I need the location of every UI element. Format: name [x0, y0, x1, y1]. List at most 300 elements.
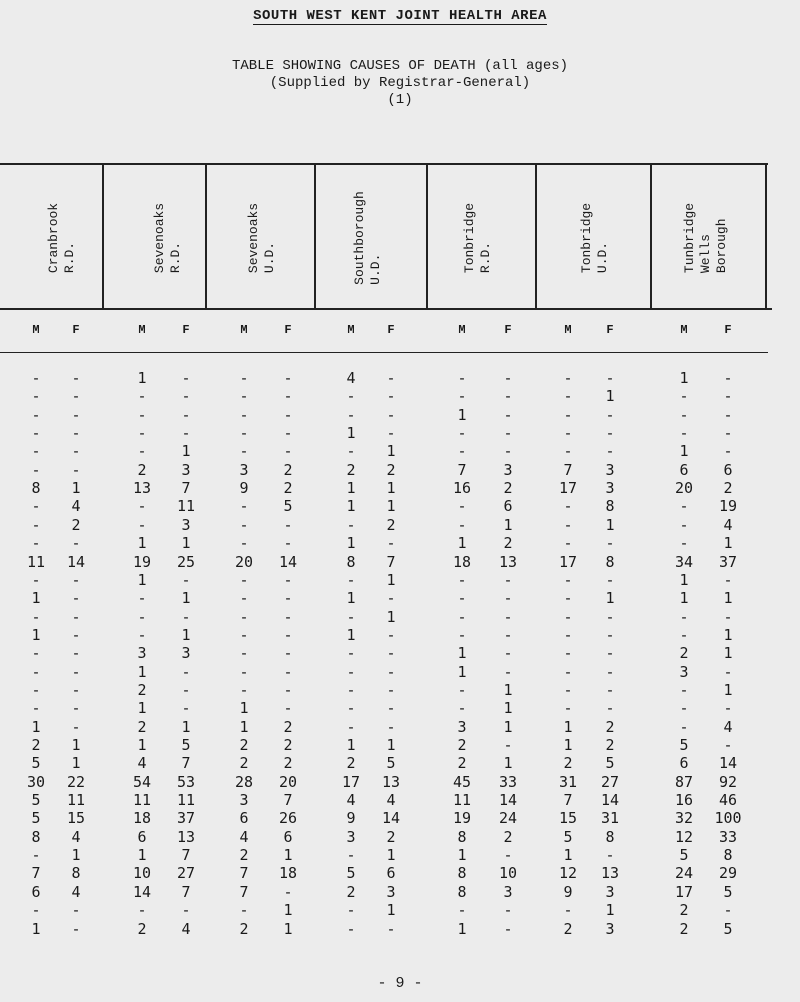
table-cell: 6 — [239, 809, 249, 828]
table-cell: - — [181, 405, 191, 424]
table-cell: 1 — [346, 479, 356, 498]
table-cell: 2 — [457, 754, 467, 773]
table-row — [0, 900, 800, 920]
column-header-sevenoaks-rd — [148, 175, 188, 300]
table-cell: 14 — [381, 809, 401, 828]
table-cell: - — [239, 662, 249, 681]
table-cell: 14 — [132, 882, 152, 901]
table-cell: 11 — [66, 791, 86, 810]
table-cell: - — [137, 424, 147, 443]
table-cell: 8 — [31, 827, 41, 846]
table-cell: 9 — [563, 882, 573, 901]
table-cell: 12 — [558, 864, 578, 883]
table-cell: 11 — [176, 497, 196, 516]
table-cell: - — [386, 680, 396, 699]
table-cell: 53 — [176, 772, 196, 791]
column-header-sevenoaks-ud — [242, 175, 282, 300]
table-cell: 7 — [239, 882, 249, 901]
table-cell: - — [563, 534, 573, 553]
column-header-line: Southborough — [352, 190, 367, 285]
table-subtitle: TABLE SHOWING CAUSES OF DEATH (all ages) — [231, 58, 569, 74]
table-cell: - — [723, 424, 733, 443]
table-cell: - — [605, 699, 615, 718]
table-cell: - — [239, 515, 249, 534]
table-cell: 8 — [605, 552, 615, 571]
table-cell: 2 — [679, 644, 689, 663]
table-cell: 7 — [31, 864, 41, 883]
table-cell: 28 — [234, 772, 254, 791]
table-cell: 1 — [137, 534, 147, 553]
table-cell: 2 — [283, 717, 293, 736]
table-cell: - — [723, 901, 733, 920]
table-cell: 4 — [346, 369, 356, 387]
table-cell: 87 — [674, 772, 694, 791]
table-cell: - — [71, 589, 81, 608]
table-cell: 3 — [605, 460, 615, 479]
table-cell: 1 — [563, 736, 573, 754]
table-cell: - — [503, 424, 513, 443]
table-cell: 1 — [457, 846, 467, 865]
table-cell: - — [679, 424, 689, 443]
table-cell: 1 — [386, 607, 396, 626]
table-cell: 1 — [723, 644, 733, 663]
table-cell: - — [31, 846, 41, 865]
female-label: F — [504, 323, 512, 337]
table-cell: - — [71, 405, 81, 424]
table-cell: 2 — [137, 919, 147, 938]
table-row — [0, 698, 800, 718]
table-row — [0, 643, 800, 663]
column-header-tunbridge-wells — [682, 175, 729, 300]
table-cell: - — [503, 387, 513, 406]
table-cell: - — [605, 607, 615, 626]
table-cell: 7 — [563, 791, 573, 810]
table-cell: - — [283, 534, 293, 553]
table-cell: 32 — [674, 809, 694, 828]
table-cell: 8 — [457, 882, 467, 901]
table-cell: - — [605, 846, 615, 865]
table-cell: 9 — [239, 479, 249, 498]
table-row — [0, 753, 800, 773]
table-cell: 1 — [679, 589, 689, 608]
table-row — [0, 845, 800, 865]
table-cell: 2 — [283, 479, 293, 498]
table-cell: 19 — [718, 497, 738, 516]
table-cell: 31 — [558, 772, 578, 791]
table-cell: 7 — [283, 791, 293, 810]
table-cell: 1 — [503, 680, 513, 699]
table-cell: - — [679, 534, 689, 553]
column-header-line: R.D. — [478, 241, 493, 273]
table-row — [0, 386, 800, 406]
table-cell: 1 — [31, 717, 41, 736]
table-cell: 1 — [679, 570, 689, 589]
table-row — [0, 423, 800, 443]
table-cell: - — [386, 534, 396, 553]
table-cell: 25 — [176, 552, 196, 571]
table-cell: - — [679, 680, 689, 699]
table-cell: - — [346, 387, 356, 406]
table-cell: - — [181, 662, 191, 681]
column-header-line: U.D. — [595, 241, 610, 273]
table-cell: - — [283, 387, 293, 406]
table-cell: 4 — [71, 882, 81, 901]
table-cell: 3 — [605, 479, 615, 498]
table-cell: - — [346, 515, 356, 534]
table-cell: - — [239, 424, 249, 443]
table-cell: - — [386, 717, 396, 736]
table-row — [0, 882, 800, 902]
table-cell: 6 — [723, 460, 733, 479]
table-cell: - — [723, 736, 733, 754]
table-cell: 10 — [498, 864, 518, 883]
table-cell: - — [563, 644, 573, 663]
table-cell: - — [239, 625, 249, 644]
male-label: M — [32, 323, 40, 337]
table-cell: - — [283, 424, 293, 443]
table-cell: - — [346, 442, 356, 461]
table-cell: 1 — [723, 534, 733, 553]
table-cell: - — [31, 662, 41, 681]
table-cell: 1 — [31, 625, 41, 644]
table-row — [0, 607, 800, 627]
table-cell: 3 — [239, 460, 249, 479]
table-cell: - — [386, 424, 396, 443]
table-cell: 31 — [600, 809, 620, 828]
table-cell: 2 — [723, 479, 733, 498]
table-cell: - — [71, 442, 81, 461]
table-cell: 14 — [66, 552, 86, 571]
table-cell: - — [457, 607, 467, 626]
table-cell: 1 — [723, 589, 733, 608]
table-row — [0, 588, 800, 608]
table-cell: 33 — [718, 827, 738, 846]
table-cell: - — [31, 699, 41, 718]
table-cell: - — [679, 515, 689, 534]
table-cell: - — [181, 424, 191, 443]
table-row — [0, 552, 800, 572]
table-cell: 2 — [137, 717, 147, 736]
col-divider — [535, 163, 537, 308]
table-cell: 100 — [714, 809, 742, 828]
table-cell: - — [137, 497, 147, 516]
table-cell: - — [723, 699, 733, 718]
table-cell: - — [457, 424, 467, 443]
table-cell: 1 — [386, 497, 396, 516]
table-cell: 20 — [234, 552, 254, 571]
table-cell: 1 — [31, 589, 41, 608]
table-row — [0, 808, 800, 828]
table-cell: - — [563, 424, 573, 443]
table-cell: 1 — [137, 736, 147, 754]
table-cell: - — [679, 497, 689, 516]
table-cell: - — [181, 699, 191, 718]
table-row — [0, 827, 800, 847]
page-number: - 9 - — [377, 975, 423, 992]
table-cell: 3 — [503, 460, 513, 479]
column-header-line: Tonbridge — [462, 202, 477, 273]
table-cell: - — [239, 405, 249, 424]
table-cell: - — [181, 607, 191, 626]
table-cell: - — [71, 662, 81, 681]
col-divider — [205, 163, 207, 308]
table-cell: 3 — [181, 644, 191, 663]
table-cell: - — [503, 570, 513, 589]
female-label: F — [182, 323, 190, 337]
table-cell: 1 — [679, 442, 689, 461]
table-cell: - — [679, 607, 689, 626]
table-cell: - — [605, 442, 615, 461]
table-cell: - — [679, 717, 689, 736]
table-cell: 1 — [386, 442, 396, 461]
table-cell: - — [605, 369, 615, 387]
table-cell: - — [386, 589, 396, 608]
table-cell: 1 — [457, 644, 467, 663]
table-cell: - — [31, 680, 41, 699]
table-cell: 6 — [137, 827, 147, 846]
table-cell: 11 — [452, 791, 472, 810]
table-cell: 1 — [71, 754, 81, 773]
table-cell: - — [71, 534, 81, 553]
table-cell: 13 — [381, 772, 401, 791]
table-cell: - — [723, 607, 733, 626]
table-cell: 3 — [457, 717, 467, 736]
table-cell: 8 — [605, 497, 615, 516]
table-cell: 4 — [71, 497, 81, 516]
table-cell: 3 — [679, 662, 689, 681]
table-cell: 8 — [71, 864, 81, 883]
table-cell: 8 — [605, 827, 615, 846]
table-cell: - — [283, 589, 293, 608]
table-cell: - — [386, 644, 396, 663]
table-cell: - — [137, 515, 147, 534]
table-cell: - — [457, 497, 467, 516]
table-cell: 6 — [386, 864, 396, 883]
table-cell: 19 — [132, 552, 152, 571]
table-cell: 5 — [563, 827, 573, 846]
male-label: M — [240, 323, 248, 337]
table-row — [0, 405, 800, 425]
table-cell: 18 — [278, 864, 298, 883]
table-cell: - — [137, 901, 147, 920]
table-cell: - — [346, 699, 356, 718]
table-cell: - — [503, 919, 513, 938]
table-cell: - — [71, 369, 81, 387]
table-row — [0, 625, 800, 645]
table-cell: - — [605, 424, 615, 443]
table-cell: 1 — [563, 846, 573, 865]
table-cell: - — [346, 901, 356, 920]
table-cell: 2 — [679, 919, 689, 938]
table-cell: 7 — [181, 754, 191, 773]
table-cell: - — [31, 424, 41, 443]
table-cell: - — [346, 846, 356, 865]
table-cell: - — [239, 644, 249, 663]
column-header-line: Tunbridge — [682, 202, 697, 273]
table-cell: - — [346, 607, 356, 626]
table-cell: 3 — [346, 827, 356, 846]
table-cell: 1 — [346, 534, 356, 553]
table-cell: 2 — [386, 460, 396, 479]
table-cell: - — [283, 442, 293, 461]
table-cell: - — [71, 680, 81, 699]
table-cell: 5 — [31, 754, 41, 773]
table-cell: - — [239, 534, 249, 553]
table-cell: 2 — [503, 534, 513, 553]
table-cell: 4 — [137, 754, 147, 773]
table-cell: - — [71, 570, 81, 589]
table-cell: - — [283, 625, 293, 644]
column-header-line: Cranbrook — [46, 202, 61, 273]
table-cell: 1 — [283, 919, 293, 938]
table-cell: 1 — [239, 717, 249, 736]
table-cell: - — [605, 625, 615, 644]
table-cell: 37 — [176, 809, 196, 828]
table-cell: 5 — [723, 882, 733, 901]
table-cell: 3 — [605, 882, 615, 901]
table-cell: 2 — [563, 754, 573, 773]
table-cell: - — [31, 901, 41, 920]
table-cell: - — [457, 901, 467, 920]
table-cell: 27 — [600, 772, 620, 791]
table-cell: - — [386, 662, 396, 681]
table-cell: - — [31, 369, 41, 387]
male-label: M — [347, 323, 355, 337]
table-cell: 1 — [503, 717, 513, 736]
col-divider — [314, 163, 316, 308]
table-cell: - — [137, 589, 147, 608]
table-cell: 19 — [452, 809, 472, 828]
table-cell: 1 — [457, 662, 467, 681]
table-cell: 13 — [498, 552, 518, 571]
table-cell: 5 — [283, 497, 293, 516]
table-cell: - — [137, 405, 147, 424]
table-cell: - — [386, 405, 396, 424]
table-cell: 24 — [498, 809, 518, 828]
table-cell: - — [283, 699, 293, 718]
table-cell: 26 — [278, 809, 298, 828]
table-row — [0, 735, 800, 755]
table-cell: 1 — [386, 479, 396, 498]
table-cell: - — [239, 680, 249, 699]
female-label: F — [284, 323, 292, 337]
table-cell: 14 — [718, 754, 738, 773]
table-cell: - — [386, 369, 396, 387]
table-cell: - — [563, 625, 573, 644]
table-cell: 1 — [137, 846, 147, 865]
table-cell: - — [457, 699, 467, 718]
table-cell: - — [563, 607, 573, 626]
table-cell: 7 — [386, 552, 396, 571]
table-cell: 17 — [558, 479, 578, 498]
table-cell: 2 — [503, 479, 513, 498]
table-cell: 11 — [132, 791, 152, 810]
table-cell: - — [503, 589, 513, 608]
table-row — [0, 460, 800, 480]
female-label: F — [72, 323, 80, 337]
table-cell: - — [31, 534, 41, 553]
table-cell: - — [503, 442, 513, 461]
table-cell: 8 — [31, 479, 41, 498]
table-cell: 37 — [718, 552, 738, 571]
col-divider — [765, 163, 767, 308]
table-cell: 1 — [563, 717, 573, 736]
table-cell: 2 — [239, 754, 249, 773]
table-cell: - — [386, 387, 396, 406]
table-cell: 33 — [498, 772, 518, 791]
table-cell: - — [71, 901, 81, 920]
table-cell: - — [563, 901, 573, 920]
table-cell: - — [679, 387, 689, 406]
table-cell: 1 — [503, 515, 513, 534]
table-cell: 2 — [346, 460, 356, 479]
page-title: SOUTH WEST KENT JOINT HEALTH AREA — [253, 8, 547, 24]
table-cell: 7 — [457, 460, 467, 479]
table-cell: 2 — [239, 846, 249, 865]
table-cell: 2 — [563, 919, 573, 938]
table-row — [0, 662, 800, 682]
table-cell: 1 — [181, 442, 191, 461]
table-cell: 46 — [718, 791, 738, 810]
header-top-rule — [0, 163, 768, 165]
table-cell: - — [31, 405, 41, 424]
table-cell: - — [71, 625, 81, 644]
table-cell: 1 — [605, 901, 615, 920]
table-cell: - — [723, 662, 733, 681]
table-cell: - — [283, 644, 293, 663]
table-cell: 5 — [31, 791, 41, 810]
table-cell: 22 — [66, 772, 86, 791]
table-cell: - — [503, 662, 513, 681]
table-row — [0, 680, 800, 700]
table-cell: - — [503, 405, 513, 424]
table-cell: 1 — [71, 736, 81, 754]
table-cell: - — [283, 882, 293, 901]
table-cell: 2 — [283, 460, 293, 479]
table-cell: 1 — [457, 919, 467, 938]
table-cell: 24 — [674, 864, 694, 883]
table-cell: 14 — [498, 791, 518, 810]
col-divider — [650, 163, 652, 308]
table-cell: - — [386, 919, 396, 938]
table-cell: 3 — [181, 460, 191, 479]
table-row — [0, 717, 800, 737]
table-cell: 2 — [71, 515, 81, 534]
table-cell: - — [605, 644, 615, 663]
table-row — [0, 515, 800, 535]
table-cell: 1 — [346, 589, 356, 608]
table-cell: 2 — [457, 736, 467, 754]
table-cell: - — [31, 644, 41, 663]
table-cell: - — [239, 442, 249, 461]
table-cell: - — [723, 570, 733, 589]
male-label: M — [138, 323, 146, 337]
table-cell: 1 — [386, 846, 396, 865]
female-label: F — [606, 323, 614, 337]
table-cell: 2 — [137, 460, 147, 479]
table-cell: 1 — [679, 369, 689, 387]
table-cell: 1 — [71, 846, 81, 865]
table-cell: - — [71, 387, 81, 406]
table-cell: 5 — [346, 864, 356, 883]
table-cell: - — [239, 901, 249, 920]
table-cell: 3 — [181, 515, 191, 534]
table-cell: - — [503, 846, 513, 865]
female-label: F — [387, 323, 395, 337]
table-cell: 20 — [278, 772, 298, 791]
table-cell: 2 — [503, 827, 513, 846]
table-cell: 4 — [239, 827, 249, 846]
